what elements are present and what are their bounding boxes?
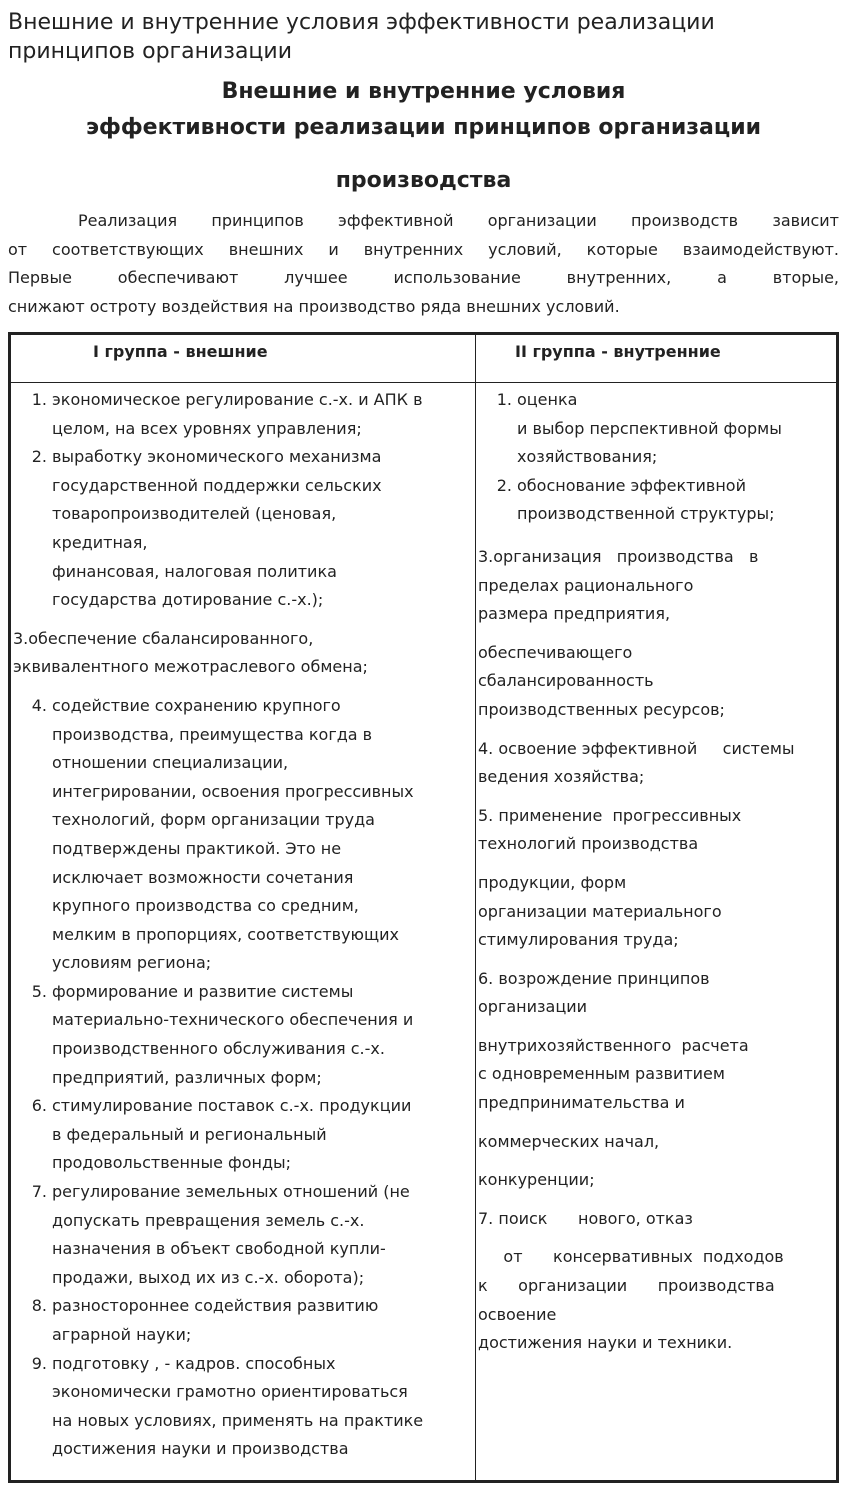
conditions-table: [8, 332, 839, 1483]
list-item: 5. формирование и развитие системы материально-технического обеспечения и производственного обслуживания с.-х. предприятий, различных форм;: [31, 981, 414, 1087]
intro-paragraph: Реализация принципов эффективной организации производств зависит от соответствующих внешних и внутренних условий, которые взаимодействуют. Первые обеспечивают лучшее использование внутренних, а вторые, снижают остроту воздействия на производство ряда внешних условий.: [8, 211, 839, 316]
list-item: 4. освоение эффективной системы ведения хозяйства;: [478, 738, 795, 787]
internal-conditions-list: [476, 386, 836, 1358]
list-item: внутрихозяйственного расчета с одновременным развитием предпринимательства и: [478, 1035, 749, 1113]
list-item: 4. содействие сохранению крупного производства, преимущества когда в отношении специализации, интегрировании, освоения прогрессивных технологий, форм организации труда подтверждены практикой. Это не исключает возможности сочетания крупного производства со средним, мелким в пропорциях, соответствующих условиям региона;: [31, 695, 414, 973]
list-item: 5. применение прогрессивных технологий производства: [478, 805, 742, 854]
list-item: обеспечивающего сбалансированность производственных ресурсов;: [478, 642, 725, 719]
list-item: конкуренции;: [478, 1170, 595, 1190]
external-conditions-list: [11, 386, 471, 1464]
list-item: коммерческих начал,: [478, 1131, 660, 1151]
list-item: 6. возрождение принципов организации: [478, 968, 710, 1017]
list-item: продукции, форм организации материального стимулирования труда;: [478, 872, 722, 950]
list-item: 1. оценка и выбор перспективной формы хозяйствования;: [496, 390, 782, 467]
header-external: I группа - внешние: [93, 342, 268, 361]
header-divider: [11, 382, 836, 383]
list-item: 6. стимулирование поставок с.-х. продукции в федеральный и региональный продовольственные фонды;: [31, 1096, 412, 1173]
list-item: 3.обеспечение сбалансированного, эквивалентного межотраслевого обмена;: [13, 628, 368, 677]
page-title: Внешние и внутренние условия эффективности реализации принципов организации: [8, 10, 715, 64]
list-item: от консервативных подходов к организации производства освоение достижения науки и техники.: [478, 1247, 784, 1353]
list-item: 7. регулирование земельных отношений (не допускать превращения земель с.-х. назначения в объект свободной купли- продажи, выход их из с.-х. оборота);: [31, 1182, 410, 1287]
list-item: 7. поиск нового, отказ: [478, 1208, 693, 1228]
header-internal: II группа - внутренние: [515, 342, 721, 361]
document-heading: Внешние и внутренние условия эффективности реализации принципов организации производства: [85, 79, 762, 193]
list-item: 3.организация производства в пределах рационального размера предприятия,: [478, 546, 759, 624]
list-item: 1. экономическое регулирование с.-х. и АПК в целом, на всех уровнях управления;: [31, 390, 423, 438]
list-item: 8. разностороннее содействия развитию аграрной науки;: [31, 1296, 379, 1344]
list-item: 2. обоснование эффективной производственной структуры;: [496, 475, 775, 524]
list-item: 9. подготовку , - кадров. способных экономически грамотно ориентироваться на новых условиях, применять на практике достижения науки и производства: [31, 1353, 424, 1459]
list-item: 2. выработку экономического механизма государственной поддержки сельских товаропроизводителей (ценовая, кредитная, финансовая, налоговая политика государства дотирование с.-х.);: [31, 447, 382, 610]
